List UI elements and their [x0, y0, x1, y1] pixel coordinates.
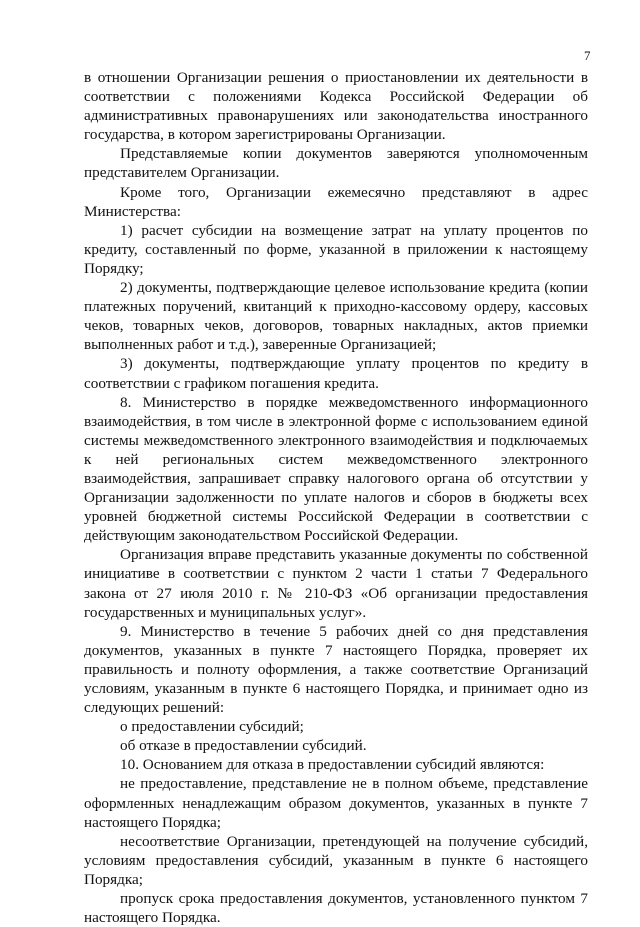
document-body	[84, 68, 588, 927]
paragraph: Представляемые копии документов заверяются уполномоченным представителем Организации.	[84, 145, 588, 182]
paragraph: 9. Министерство в течение 5 рабочих дней со дня представления документов, указанных в пункте 7 настоящего Порядка, проверяет их правильность и полноту оформления, а также соответствие Организаций условиям, указанным в пункте 6 настоящего Порядка, и принимает одно из следующих решений:	[84, 622, 588, 717]
list-item: несоответствие Организации, претендующей на получение субсидий, условиям предоставления субсидий, указанным в пункте 6 настоящего Порядка;	[84, 832, 588, 888]
paragraph: Кроме того, Организации ежемесячно представляют в адрес Министерства:	[84, 183, 588, 220]
list-item: об отказе в предоставлении субсидий.	[120, 737, 367, 755]
list-item: 2) документы, подтверждающие целевое использование кредита (копии платежных поручений, квитанций к приходно-кассовому ордеру, кассовых чеков, товарных чеков, договоров, товарных накладных, актов приемки выполненных работ и т.д.), заверенные Организацией;	[84, 279, 588, 354]
list-item: не предоставление, представление не в полном объеме, представление оформленных ненадлежащим образом документов, указанных в пункте 7 настоящего Порядка;	[84, 775, 588, 831]
list-item: 1) расчет субсидии на возмещение затрат на уплату процентов по кредиту, составленный по форме, указанной в приложении к настоящему Порядку;	[84, 221, 588, 277]
paragraph: Организация вправе представить указанные документы по собственной инициативе в соответствии с пунктом 2 части 1 статьи 7 Федерального закона от 27 июля 2010 г. № 210-ФЗ «Об организации предоставления государственных и муниципальных услуг».	[84, 546, 588, 621]
list-item: 3) документы, подтверждающие уплату процентов по кредиту в соответствии с графиком погашения кредита.	[84, 355, 588, 392]
paragraph: 10. Основанием для отказа в предоставлении субсидий являются:	[120, 756, 545, 774]
list-item: о предоставлении субсидий;	[120, 718, 304, 736]
list-item: пропуск срока предоставления документов, установленного пунктом 7 настоящего Порядка.	[84, 890, 588, 927]
paragraph: в отношении Организации решения о приостановлении их деятельности в соответствии с положениями Кодекса Российской Федерации об административных правонарушениях или законодательства иностранного государства, в котором зарегистрированы Организации.	[84, 69, 588, 144]
page-number: 7	[584, 48, 591, 63]
paragraph: 8. Министерство в порядке межведомственного информационного взаимодействия, в том числе в электронной форме с использованием единой системы межведомственного электронного взаимодействия и подключаемых к ней региональных систем межведомственного электронного взаимодействия, запрашивает справку налогового органа об отсутствии у Организации задолженности по уплате налогов и сборов в бюджеты всех уровней бюджетной системы Российской Федерации в соответствии с действующим законодательством Российской Федерации.	[84, 393, 588, 545]
